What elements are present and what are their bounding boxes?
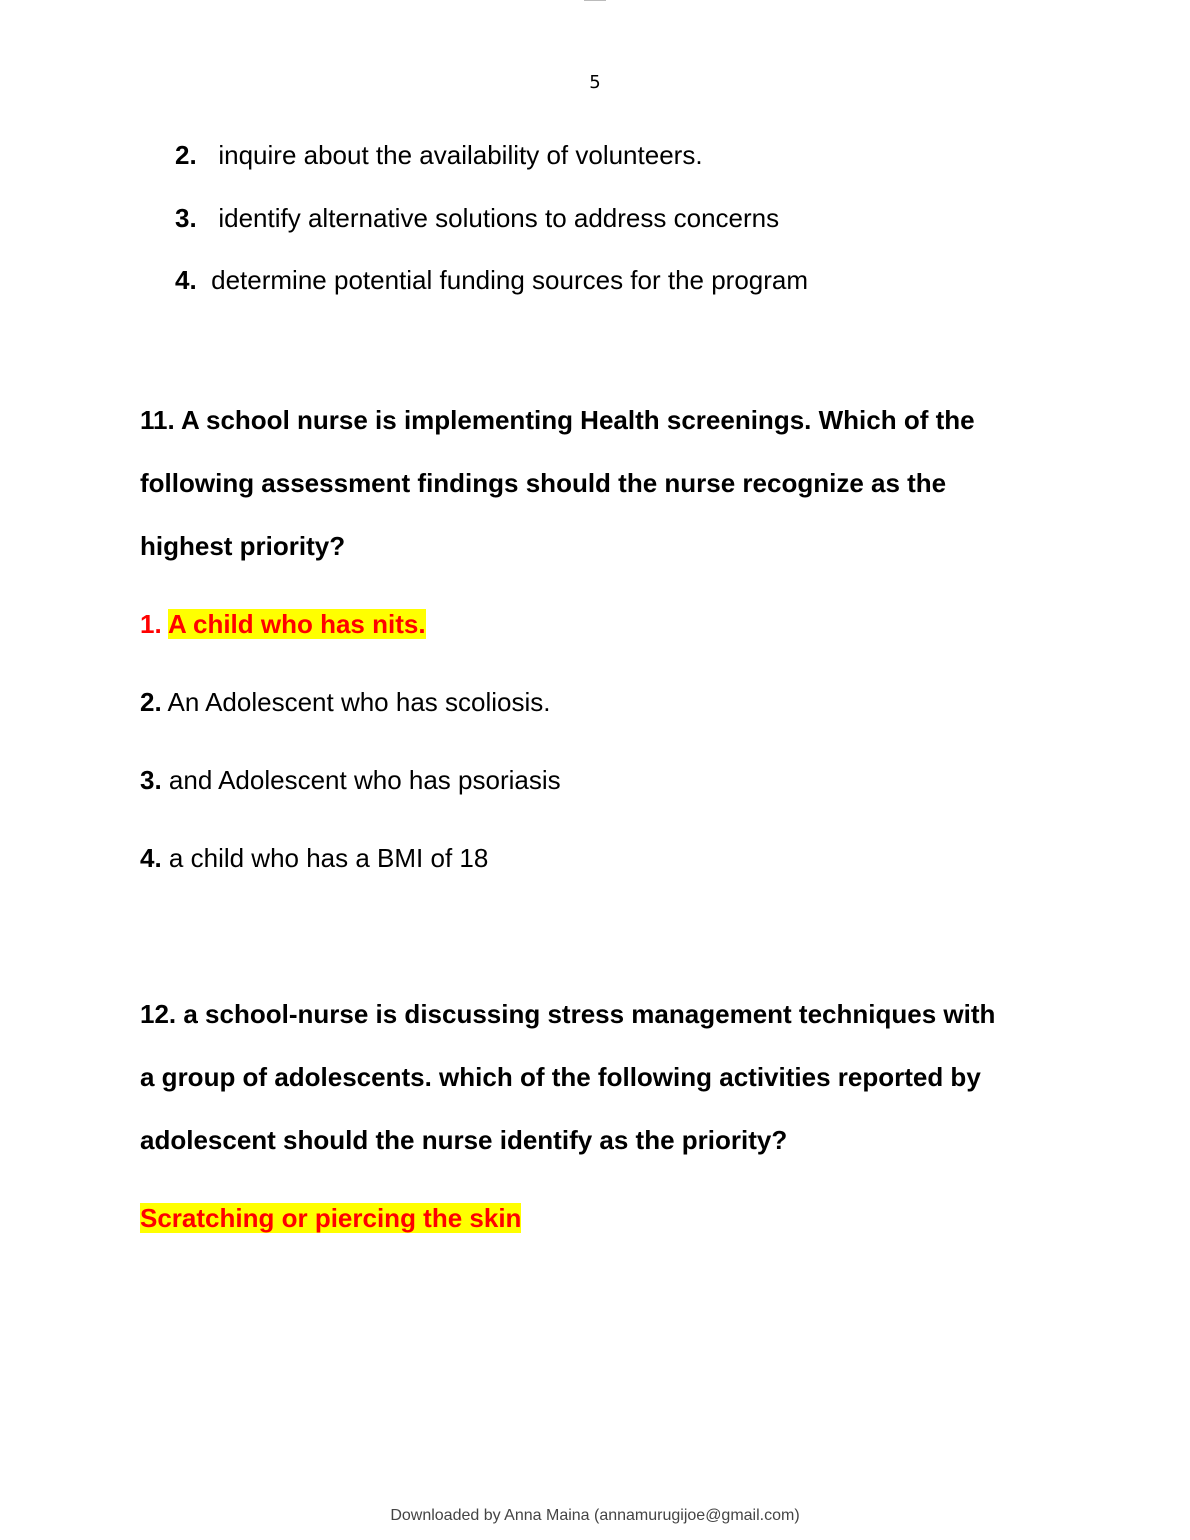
question-11-line-3: highest priority? xyxy=(140,531,346,561)
question-11-line-1: 11. A school nurse is implementing Health screenings. Which of the xyxy=(140,405,975,435)
highlighted-answer: A child who has nits. xyxy=(167,609,426,639)
question-12-line-1: 12. a school-nurse is discussing stress management techniques with xyxy=(140,999,996,1029)
option-text: determine potential funding sources for the program xyxy=(211,265,809,295)
question-12-line-3: adolescent should the nurse identify as the priority? xyxy=(140,1125,788,1155)
option-number: 2. xyxy=(140,687,162,717)
option-text: and Adolescent who has psoriasis xyxy=(168,765,561,795)
list-item xyxy=(140,687,550,717)
highlighted-answer: Scratching or piercing the skin xyxy=(140,1203,522,1233)
q12-answer xyxy=(140,1203,521,1233)
page-number: 5 xyxy=(589,72,601,93)
q11-correct-option xyxy=(140,609,426,639)
option-number: 3. xyxy=(175,203,197,233)
page-top-mark xyxy=(584,0,606,3)
download-footer: Downloaded by Anna Maina (annamurugijoe@gmail.com) xyxy=(390,1507,800,1524)
option-text: An Adolescent who has scoliosis. xyxy=(167,687,551,717)
option-number: 2. xyxy=(175,140,197,170)
list-item xyxy=(175,265,808,295)
option-text: inquire about the availability of volunteers. xyxy=(218,140,703,170)
option-number: 4. xyxy=(175,265,197,295)
question-11-line-2: following assessment findings should the nurse recognize as the xyxy=(140,468,947,498)
question-12-line-2: a group of adolescents. which of the following activities reported by xyxy=(140,1062,981,1092)
option-text: a child who has a BMI of 18 xyxy=(168,843,489,873)
option-number: 4. xyxy=(140,843,162,873)
option-number: 1. xyxy=(140,609,162,639)
option-text: identify alternative solutions to address concerns xyxy=(218,203,780,233)
list-item xyxy=(140,765,561,795)
list-item xyxy=(140,843,488,873)
option-number: 3. xyxy=(140,765,162,795)
list-item xyxy=(175,140,703,170)
list-item xyxy=(175,203,779,233)
